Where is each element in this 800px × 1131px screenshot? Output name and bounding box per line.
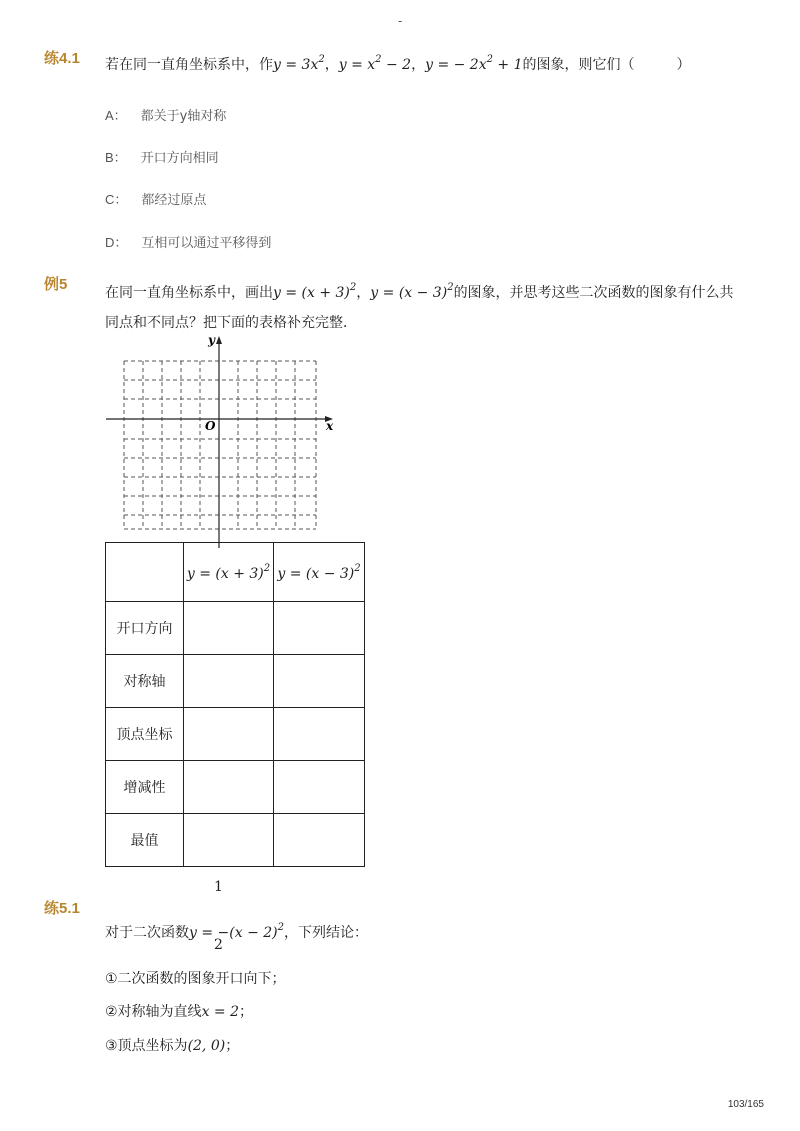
fraction-denominator: 2: [214, 937, 223, 953]
fraction-numerator: 1: [214, 879, 223, 895]
exercise-label-5-1: 练5.1: [44, 900, 80, 917]
option-b[interactable]: B： 开口方向相同: [105, 150, 219, 166]
answer-cell[interactable]: [274, 708, 365, 761]
option-c[interactable]: C： 都经过原点: [105, 192, 207, 208]
table-header-col1: $y = (x + 3)^2$: [184, 543, 274, 602]
answer-cell[interactable]: [184, 602, 274, 655]
table-row: [106, 602, 365, 655]
example-5-line2: 同点和不同点？把下面的表格补充完整．: [105, 315, 357, 331]
table-corner-cell: [106, 543, 184, 602]
origin-label: O: [205, 419, 216, 433]
table-row: [106, 761, 365, 814]
answer-cell[interactable]: [274, 655, 365, 708]
answer-cell[interactable]: [184, 655, 274, 708]
table-header-row: [106, 543, 365, 602]
row-header-vertex: 顶点坐标: [106, 708, 184, 761]
row-header-extreme: 最值: [106, 814, 184, 867]
answer-cell[interactable]: [274, 602, 365, 655]
row-header-monotonicity: 增减性: [106, 761, 184, 814]
table-row: [106, 814, 365, 867]
conclusion-2: ②对称轴为直线x = 2；: [105, 1004, 253, 1020]
conclusion-3: ③顶点坐标为(2, 0)；: [105, 1038, 240, 1054]
example-label-5: 例5: [44, 276, 68, 293]
table-header-col2: $y = (x - 3)^2$: [274, 543, 365, 602]
answer-cell[interactable]: [184, 708, 274, 761]
table-row: [106, 708, 365, 761]
y-axis-label: y: [208, 333, 215, 347]
exercise-label-4-1: 练4.1: [44, 50, 80, 67]
answer-cell[interactable]: [274, 814, 365, 867]
header-mark: -: [398, 14, 403, 28]
row-header-opening: 开口方向: [106, 602, 184, 655]
example-5-line1: 在同一直角坐标系中，画出$y = (x + 3)^2$，$y = (x - 3)^2$的图象，并思考这些二次函数的图象有什么共: [105, 282, 734, 301]
answer-cell[interactable]: [184, 814, 274, 867]
y-axis-arrow: [216, 336, 222, 344]
answer-cell[interactable]: [274, 761, 365, 814]
option-d[interactable]: D： 互相可以通过平移得到: [105, 235, 272, 251]
conclusion-1: ①二次函数的图象开口向下；: [105, 971, 286, 987]
question-5-1-text: 对于二次函数$y = -(x - 2)^2$，下列结论：: [105, 922, 369, 941]
option-a[interactable]: A： 都关于y轴对称: [105, 108, 227, 124]
row-header-axis: 对称轴: [106, 655, 184, 708]
question-4-1-text: 若在同一直角坐标系中，作$y = 3x^2$，$y = x^2 - 2$，y = − $2x^2 + 1$的图象，则它们（ ）: [105, 54, 691, 73]
properties-table: [105, 542, 365, 867]
x-axis-label: x: [326, 419, 334, 433]
page-number: 103/165: [727, 1099, 764, 1110]
coordinate-grid: [100, 332, 345, 548]
grid-lines: [124, 361, 316, 529]
answer-cell[interactable]: [184, 761, 274, 814]
table-row: [106, 655, 365, 708]
